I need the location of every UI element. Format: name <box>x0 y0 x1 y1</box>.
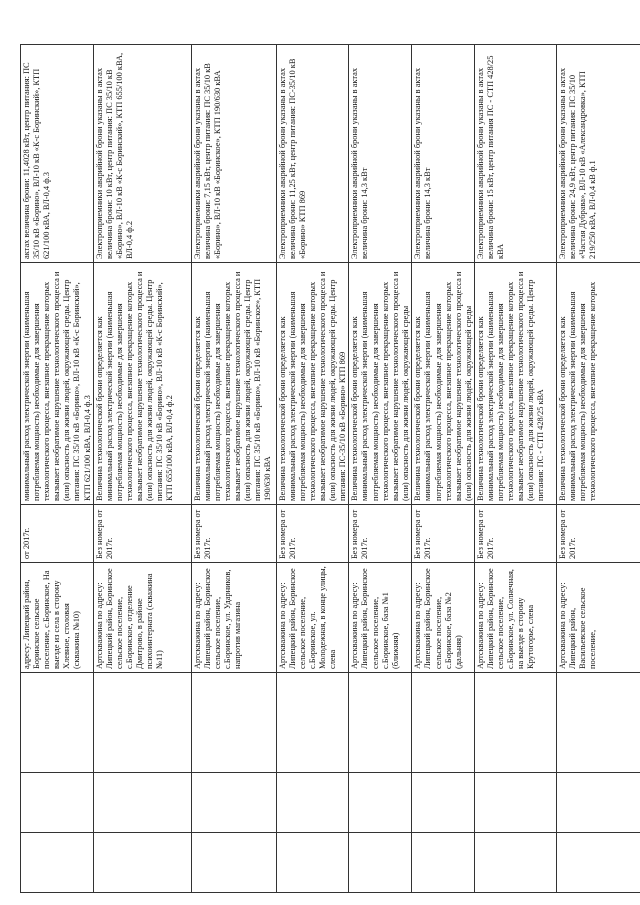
act-number-cell: от 2017г. <box>21 505 94 563</box>
tech-reserve-cell: Величина технологической брони определяется как минимальный расход электрической энергии (наименьшая потребляемая мощность) необходимые для завершения технологического процесса, внезапное прекращение которых <box>556 263 640 505</box>
act-number-cell: Без номера от 2017г. <box>474 505 556 563</box>
empty-cell <box>556 833 640 893</box>
emergency-reserve-cell: Электроприемники аварийной брони указаны в актах величина брони: 11,25 кВт, центр питания: ПС-35/10 кВ «Борино» КТП 869 <box>276 45 349 263</box>
object-address-cell: Артскважина по адресу: Липецкий район, Боринское сельское поселение, с.Боринское, ул. Молодежная, в конце улицы, слева <box>276 563 349 673</box>
object-address-cell: Артскважина по адресу: Липецкий район, Боринское сельское поселение, с.Боринское, ул. Ударников, напротив магазина <box>191 563 276 673</box>
empty-cell <box>412 773 475 833</box>
act-number-cell: Без номера от 2017г. <box>276 505 349 563</box>
table-row <box>93 45 191 893</box>
table-row <box>276 45 349 893</box>
act-number-cell: Без номера от 2017г. <box>93 505 191 563</box>
act-number-cell: Без номера от 2017г. <box>349 505 412 563</box>
empty-cell <box>474 773 556 833</box>
tech-reserve-cell: Величина технологической брони определяется как минимальный расход электрической энергии (наименьшая потребляемая мощность) необходимые для завершения технологического процесса, внезапное прекращение которых вызывает необратимое нарушение технологического процесса и (или) опасность для жизни людей, окружающей среды. Центр питания: ПС - СТП 428/25 кВА <box>474 263 556 505</box>
table-row <box>21 45 94 893</box>
empty-cell <box>474 673 556 773</box>
empty-cell <box>93 833 191 893</box>
emergency-reserve-cell: Электроприемники аварийной брони указаны в актах величина брони: 7,15 кВт, центр питания: ПС 35/10 кВ «Борино», ВЛ-10 кВ «Боринское», КТП 190/630 кВА <box>191 45 276 263</box>
empty-cell <box>349 673 412 773</box>
empty-cell <box>474 833 556 893</box>
empty-cell <box>349 773 412 833</box>
empty-cell <box>556 673 640 773</box>
emergency-reserve-cell: Электроприемники аварийной брони указаны в актах величина брони: 14,3 кВт <box>412 45 475 263</box>
object-address-cell: Артскважина по адресу: Липецкий район, Васильевское сельское поселение, <box>556 563 640 673</box>
object-address-cell: Артскважина по адресу: Липецкий район, Боринское сельское поселение, с.Боринское, отделение Дмитрово, в районе психоинтерната (скважина №11) <box>93 563 191 673</box>
empty-cell <box>21 833 94 893</box>
electricity-reserve-table <box>20 44 640 893</box>
emergency-reserve-cell: Электроприемники аварийной брони указаны в актах величина брони: 10 кВт, центр питания: ПС 35/10 кВ «Борино», ВЛ-10 кВ «К-с Боринский», КТП 655/100 кВА, ВЛ-0,4 ф.2 <box>93 45 191 263</box>
tech-reserve-cell: Величина технологической брони определяется как минимальный расход электрической энергии (наименьшая потребляемая мощность) необходимые для завершения технологического процесса, внезапное прекращение которых вызывает необратимое нарушение технологического процесса и (или) опасность для жизни людей, окружающей среды. Центр питания: ПС-35/10 кВ «Борино» КТП 869 <box>276 263 349 505</box>
empty-cell <box>191 673 276 773</box>
tech-reserve-cell: Величина технологической брони определяется как минимальный расход электрической энергии (наименьшая потребляемая мощность) необходимые для завершения технологического процесса, внезапное прекращение которых вызывает необратимое нарушение технологического процесса и (или) опасность для жизни людей, окружающей среды. Центр питания: ПС 35/10 кВ «Борино», ВЛ-10 кВ «К-с Боринский», КТП 655/100 кВА, ВЛ-0,4 ф.2 <box>93 263 191 505</box>
table-row <box>412 45 475 893</box>
tech-reserve-cell: минимальный расход электрической энергии (наименьшая потребляемая мощность) необходимые для завершения технологического процесса, внезапное прекращение которых вызывает необратимое нарушение технологического процесса и (или) опасность для жизни людей, окружающей среды. Центр питания: ПС 35/10 кВ «Борино», ВЛ-10 кВ «К-с Боринский», КТП 621/100 кВА, ВЛ-0,4 ф.3 <box>21 263 94 505</box>
empty-cell <box>276 673 349 773</box>
empty-cell <box>21 673 94 773</box>
tech-reserve-cell: Величина технологической брони определяется как минимальный расход электрической энергии (наименьшая потребляемая мощность) необходимые для завершения технологического процесса, внезапное прекращение которых вызывает необратимое нарушение технологического процесса и (или) опасность для жизни людей, окружающей среды <box>412 263 475 505</box>
empty-cell <box>412 833 475 893</box>
emergency-reserve-cell: Электроприемники аварийной брони указаны в актах величина брони: 14,3 кВт <box>349 45 412 263</box>
tech-reserve-cell: Величина технологической брони определяется как минимальный расход электрической энергии (наименьшая потребляемая мощность) необходимые для завершения технологического процесса, внезапное прекращение которых вызывает необратимое нарушение технологического процесса и (или) опасность для жизни людей, окружающей среды. Центр питания: ПС 35/10 кВ «Борино», ВЛ-10 кВ «Боринское», КТП 190/630 кВА <box>191 263 276 505</box>
emergency-reserve-cell: актах величина брони: 11,4028 кВт, центр питания: ПС 35/10 кВ «Борино», ВЛ-10 кВ «К-с Боринский», КТП 621/100 кВА, ВЛ-0,4 ф.3 <box>21 45 94 263</box>
empty-cell <box>556 773 640 833</box>
act-number-cell: Без номера от 2017г. <box>412 505 475 563</box>
empty-cell <box>276 773 349 833</box>
tech-reserve-cell: Величина технологической брони определяется как минимальный расход электрической энергии (наименьшая потребляемая мощность) необходимые для завершения технологического процесса, внезапное прекращение которых вызывает необратимое нарушение технологического процесса и (или) опасность для жизни людей, окружающей среды <box>349 263 412 505</box>
empty-cell <box>191 773 276 833</box>
emergency-reserve-cell: Электроприемники аварийной брони указаны в актах величина брони: 24,9 кВт, центр питания: ПС 35/10 «Частая Дубрава», ВЛ-10 кВ «Александровка», КТП 219/250 кВА, ВЛ-0,4 кВ ф.1 <box>556 45 640 263</box>
object-address-cell: Артскважина по адресу: Липецкий район, Боринское сельское поселение, с.Боринское, база №2 (дальняя) <box>412 563 475 673</box>
empty-cell <box>93 673 191 773</box>
table-row <box>474 45 556 893</box>
empty-cell <box>93 773 191 833</box>
act-number-cell: Без номера от 2017г. <box>191 505 276 563</box>
empty-cell <box>349 833 412 893</box>
table-row <box>349 45 412 893</box>
act-number-cell: Без номера от 2017г. <box>556 505 640 563</box>
object-address-cell: Артскважина по адресу: Липецкий район, Боринское сельское поселение, с.Боринское, ул. Солнечная, на выезде в сторону Крутогорье, слева <box>474 563 556 673</box>
table-row <box>556 45 640 893</box>
empty-cell <box>412 673 475 773</box>
emergency-reserve-cell: Электроприемники аварийной брони указаны в актах величина брони: 15 кВт, центр питания ПС - СТП 428/25 кВА <box>474 45 556 263</box>
empty-cell <box>191 833 276 893</box>
empty-cell <box>276 833 349 893</box>
object-address-cell: Артскважина по адресу: Липецкий район, Боринское сельское поселение, с.Боринское, база №1 (ближняя) <box>349 563 412 673</box>
table-row <box>191 45 276 893</box>
object-address-cell: адресу: Липецкий район, Боринское сельское поселение, с.Боринское, На выезде из села в сторону Хлевное, столовая (скважина №10) <box>21 563 94 673</box>
empty-cell <box>21 773 94 833</box>
